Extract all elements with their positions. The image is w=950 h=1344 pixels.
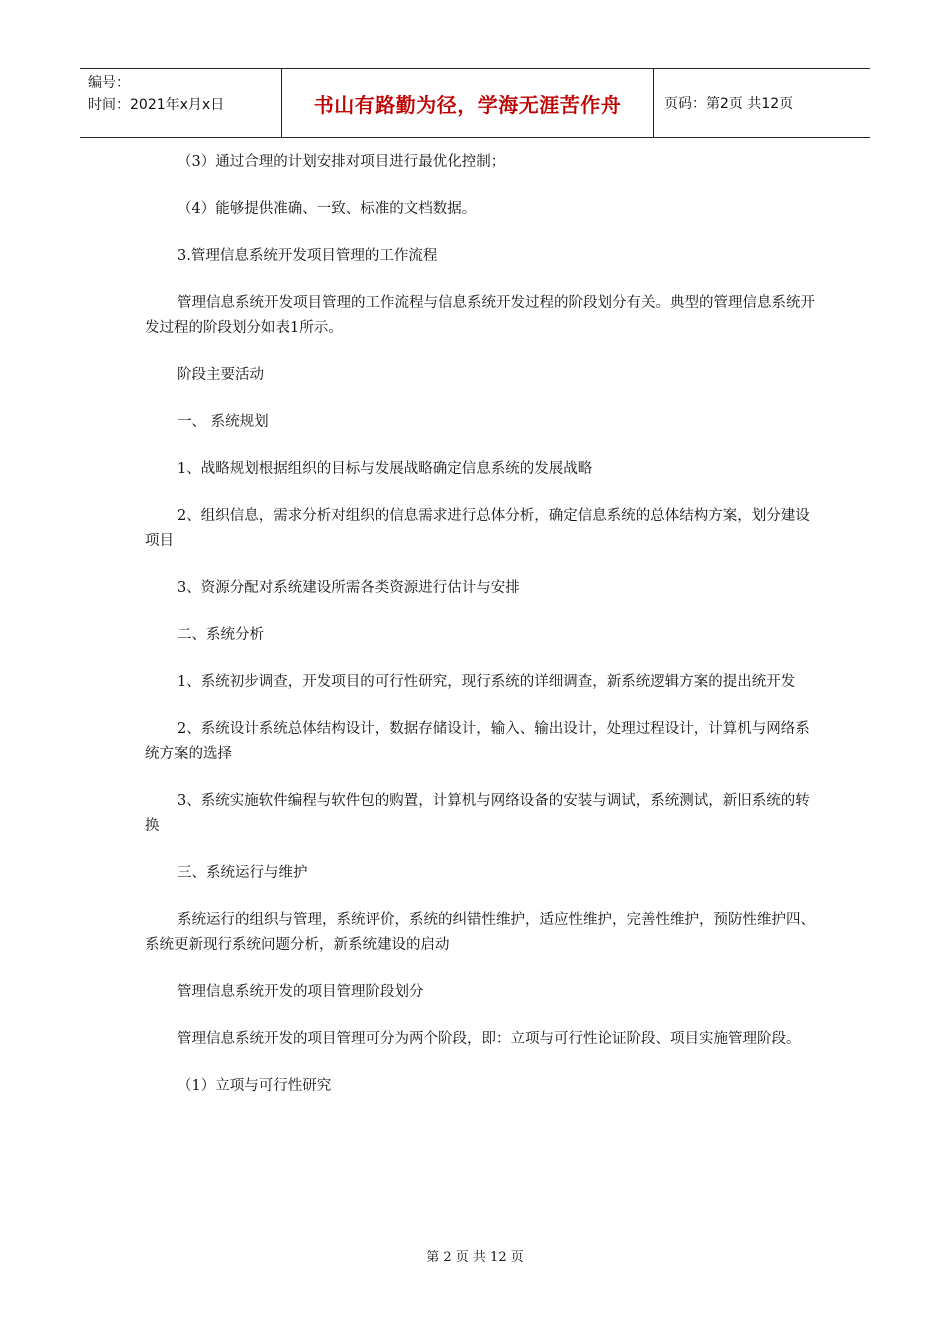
body-paragraph: 二、系统分析: [177, 627, 264, 643]
body-paragraph: 2、系统设计系统总体结构设计，数据存储设计，输入、输出设计，处理过程设计，计算机与网络系统方案的选择: [145, 721, 810, 762]
document-time-label: 时间：2021年x月x日: [88, 97, 225, 113]
section-heading: 3.管理信息系统开发项目管理的工作流程: [177, 248, 438, 264]
body-paragraph: 管理信息系统开发的项目管理可分为两个阶段，即：立项与可行性论证阶段、项目实施管理阶段。: [177, 1031, 801, 1047]
document-body: [145, 150, 815, 1121]
header-motto: 书山有路勤为径，学海无涯苦作舟: [313, 92, 622, 117]
body-paragraph: （4）能够提供准确、一致、标准的文档数据。: [177, 201, 477, 217]
header-page-info: 页码：第2页 共12页: [664, 96, 794, 112]
body-paragraph: 管理信息系统开发项目管理的工作流程与信息系统开发过程的阶段划分有关。典型的管理信息系统开发过程的阶段划分如表1所示。: [145, 295, 815, 336]
body-paragraph: 3、资源分配对系统建设所需各类资源进行估计与安排: [177, 580, 520, 596]
body-paragraph: （3）通过合理的计划安排对项目进行最优化控制；: [177, 154, 506, 170]
body-paragraph: 阶段主要活动: [177, 367, 264, 383]
body-paragraph: 2、组织信息，需求分析对组织的信息需求进行总体分析，确定信息系统的总体结构方案，划分建设项目: [145, 508, 810, 549]
header-page-info-cell: [654, 69, 870, 137]
header-motto-cell: [282, 69, 654, 137]
body-paragraph: （1）立项与可行性研究: [177, 1078, 332, 1094]
footer-page-number: 第 2 页 共 12 页: [426, 1250, 524, 1265]
body-paragraph: 管理信息系统开发的项目管理阶段划分: [177, 984, 424, 1000]
header-meta: [80, 69, 282, 137]
body-paragraph: 3、系统实施软件编程与软件包的购置，计算机与网络设备的安装与调试，系统测试，新旧系统的转换: [145, 793, 810, 834]
page-footer: [0, 1246, 950, 1265]
body-paragraph: 一、 系统规划: [177, 414, 269, 430]
document-number-label: 编号：: [88, 75, 130, 91]
body-paragraph: 三、系统运行与维护: [177, 865, 308, 881]
page-header: [80, 68, 870, 138]
body-paragraph: 系统运行的组织与管理，系统评价，系统的纠错性维护，适应性维护，完善性维护，预防性维护四、系统更新现行系统问题分析，新系统建设的启动: [145, 912, 815, 953]
body-paragraph: 1、战略规划根据组织的目标与发展战略确定信息系统的发展战略: [177, 461, 593, 477]
body-paragraph: 1、系统初步调查，开发项目的可行性研究，现行系统的详细调查，新系统逻辑方案的提出统开发: [177, 674, 796, 690]
